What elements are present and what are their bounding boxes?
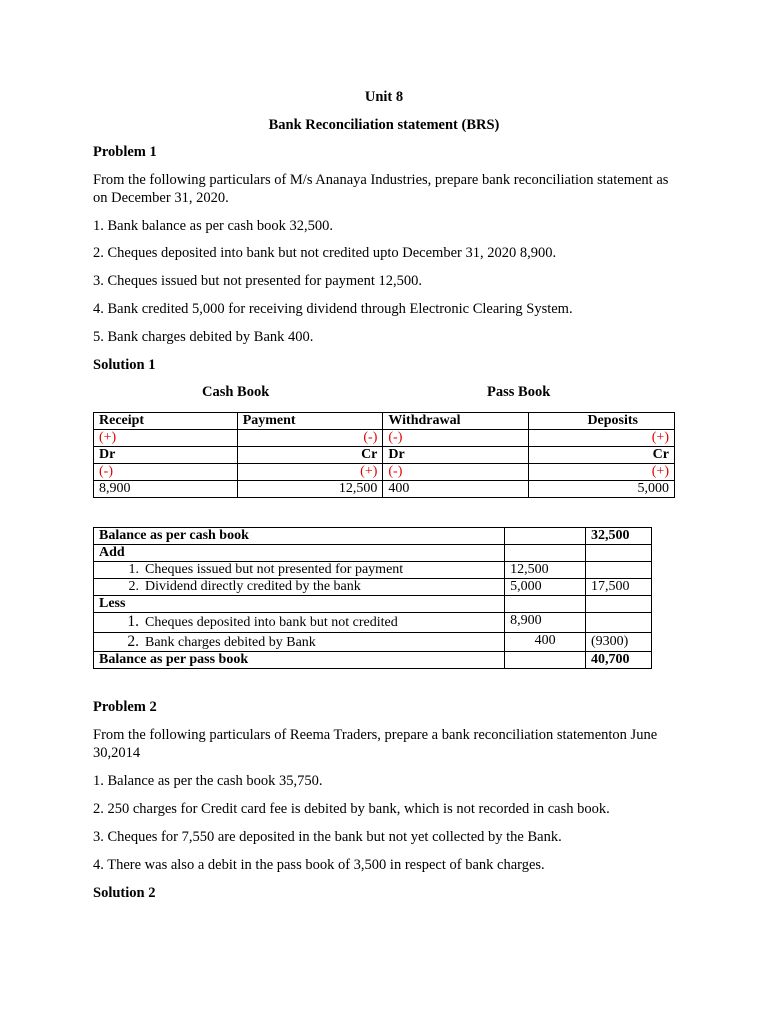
brs-closing-label: Balance as per pass book (94, 652, 505, 669)
ledger-value: 5,000 (529, 481, 675, 498)
ledger-drcr: Cr (529, 447, 675, 464)
problem1-item: 1. Bank balance as per cash book 32,500. (93, 218, 333, 234)
table-row (94, 562, 652, 579)
brs-item-amount: 12,500 (505, 562, 586, 579)
ledger-drcr: Dr (94, 447, 238, 464)
table-row (94, 481, 675, 498)
ledger-sign: (+) (529, 464, 675, 481)
ledger-sign: (-) (237, 430, 383, 447)
brs-opening-value: 32,500 (586, 528, 652, 545)
ledger-sign: (+) (529, 430, 675, 447)
problem2-item: 1. Balance as per the cash book 35,750. (93, 773, 323, 789)
problem2-heading: Problem 2 (93, 699, 157, 715)
table-row (94, 545, 652, 562)
document-title: Bank Reconciliation statement (BRS) (268, 117, 500, 133)
brs-add-total: 17,500 (586, 579, 652, 596)
brs-item-number: 1. (128, 562, 139, 577)
ledger-drcr: Dr (383, 447, 529, 464)
table-row (94, 652, 652, 669)
ledger-header-withdrawal: Withdrawal (383, 413, 529, 430)
problem2-item: 4. There was also a debit in the pass book of 3,500 in respect of bank charges. (93, 857, 545, 873)
brs-opening-label: Balance as per cash book (94, 528, 505, 545)
ledger-value: 8,900 (94, 481, 238, 498)
ledger-drcr: Cr (237, 447, 383, 464)
brs-item-amount: 5,000 (505, 579, 586, 596)
ledger-header-receipt: Receipt (94, 413, 238, 430)
brs-item-number: 2. (127, 632, 139, 650)
brs-closing-value: 40,700 (586, 652, 652, 669)
brs-item-amount: 400 (505, 633, 586, 652)
brs-item-text: Dividend directly credited by the bank (145, 579, 361, 594)
solution2-heading: Solution 2 (93, 885, 156, 901)
ledger-sign: (-) (383, 430, 529, 447)
problem2-intro: From the following particulars of Reema Traders, prepare a bank reconciliation statementon June 30,2014 (93, 727, 658, 761)
ledger-sign: (-) (383, 464, 529, 481)
table-row (94, 413, 675, 430)
pass-book-label: Pass Book (487, 384, 551, 400)
problem1-item: 4. Bank credited 5,000 for receiving dividend through Electronic Clearing System. (93, 301, 573, 317)
brs-table (93, 527, 652, 669)
problem2-item: 3. Cheques for 7,550 are deposited in the bank but not yet collected by the Bank. (93, 829, 562, 845)
brs-item-text: Bank charges debited by Bank (145, 634, 316, 650)
ledger-value: 12,500 (237, 481, 383, 498)
ledger-sign: (+) (237, 464, 383, 481)
brs-less-label: Less (94, 596, 505, 613)
brs-item-amount: 8,900 (505, 613, 586, 633)
table-row (94, 430, 675, 447)
table-row (94, 596, 652, 613)
ledger-header-payment: Payment (237, 413, 383, 430)
problem1-item: 2. Cheques deposited into bank but not credited upto December 31, 2020 8,900. (93, 245, 557, 261)
brs-add-label: Add (94, 545, 505, 562)
problem1-intro: From the following particulars of M/s Ananaya Industries, prepare bank reconciliation statement as on December 31, 2020. (93, 172, 669, 206)
ledger-header-deposits: Deposits (529, 413, 675, 430)
unit-title: Unit 8 (364, 89, 404, 105)
brs-less-total: (9300) (586, 633, 652, 652)
table-row (94, 579, 652, 596)
ledger-sign: (-) (94, 464, 238, 481)
brs-item-text: Cheques deposited into bank but not credited (145, 615, 398, 630)
brs-item-number: 2. (128, 579, 139, 594)
ledger-table (93, 412, 675, 498)
ledger-value: 400 (383, 481, 529, 498)
table-row (94, 464, 675, 481)
solution1-heading: Solution 1 (93, 357, 156, 373)
problem1-item: 5. Bank charges debited by Bank 400. (93, 329, 314, 345)
table-row (94, 633, 652, 652)
ledger-sign: (+) (94, 430, 238, 447)
table-row (94, 613, 652, 633)
table-row (94, 528, 652, 545)
cash-book-label: Cash Book (202, 384, 270, 400)
problem2-item: 2. 250 charges for Credit card fee is debited by bank, which is not recorded in cash book. (93, 801, 610, 817)
table-row (94, 447, 675, 464)
brs-item-text: Cheques issued but not presented for payment (145, 562, 404, 577)
problem1-item: 3. Cheques issued but not presented for payment 12,500. (93, 273, 423, 289)
problem1-heading: Problem 1 (93, 144, 157, 160)
brs-item-number: 1. (127, 613, 139, 630)
